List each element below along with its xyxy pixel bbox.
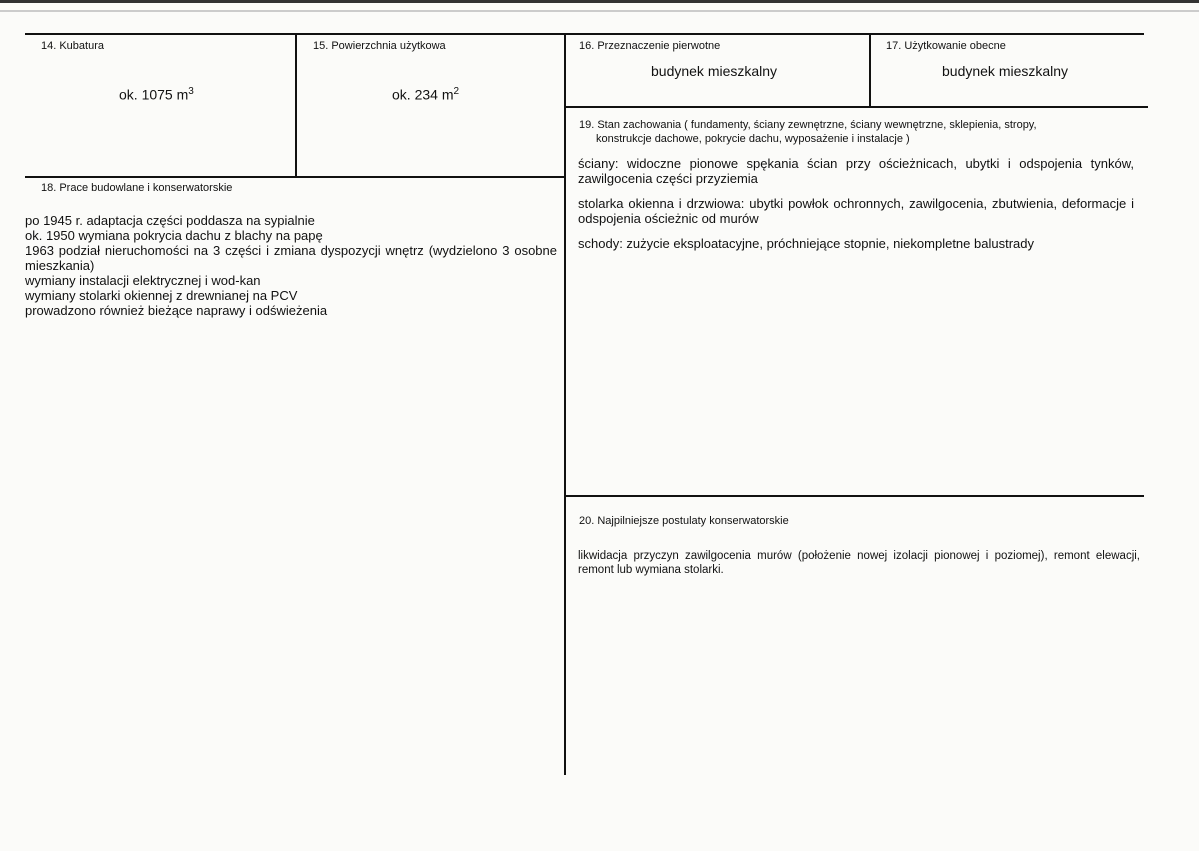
top-border xyxy=(25,33,1144,35)
field-15-label: 15. Powierzchnia użytkowa xyxy=(313,40,446,52)
field-18-line: ok. 1950 wymiana pokrycia dachu z blachy na papę xyxy=(25,228,323,243)
field-19-paragraph: ściany: widoczne pionowe spękania ścian przy ościeżnicach, ubytki i odspojenia tynków, zawilgocenia części przyziemia xyxy=(578,156,1134,186)
center-divider xyxy=(564,33,566,775)
field-14-unit-exp: 3 xyxy=(188,86,194,97)
field-18-line: prowadzono również bieżące naprawy i odświeżenia xyxy=(25,303,328,318)
field-18-line: 1963 podział nieruchomości na 3 części i zmiana dyspozycji wnętrz (wydzielono 3 osobne mieszkania) xyxy=(25,243,557,273)
field-14-value-text: ok. 1075 m xyxy=(119,86,189,103)
field-19-paragraph: schody: zużycie eksploatacyjne, próchniejące stopnie, niekompletne balustrady xyxy=(578,236,1034,251)
field-15-unit-exp: 2 xyxy=(453,86,460,97)
field-18-line: po 1945 r. adaptacja części poddasza na sypialnie xyxy=(25,213,315,228)
field-18-line: wymiany stolarki okiennej z drewnianej na PCV xyxy=(25,288,298,303)
field-19-paragraph: stolarka okienna i drzwiowa: ubytki powłok ochronnych, zawilgocenia, zbutwienia, deformacje i odspojenia ościeżnic od murów xyxy=(578,196,1134,226)
field-19-label-line1: 19. Stan zachowania ( fundamenty, ściany zewnętrzne, ściany wewnętrzne, sklepienia, stropy, xyxy=(579,119,1037,131)
divider-14-15 xyxy=(295,33,297,178)
field-18-label: 18. Prace budowlane i konserwatorskie xyxy=(41,182,233,194)
field-16-label: 16. Przeznaczenie pierwotne xyxy=(579,40,721,52)
divider-16-19 xyxy=(564,106,1148,108)
field-14-value xyxy=(119,86,194,103)
divider-16-17 xyxy=(869,33,871,107)
divider-19-20 xyxy=(564,495,1144,497)
field-17-label: 17. Użytkowanie obecne xyxy=(886,40,1006,52)
field-19-label-line2: konstrukcje dachowe, pokrycie dachu, wyposażenie i instalacje ) xyxy=(596,133,910,145)
field-14-label: 14. Kubatura xyxy=(41,40,104,52)
field-15-value-text: ok. 234 m xyxy=(392,86,454,103)
field-16-value: budynek mieszkalny xyxy=(651,63,778,79)
field-15-value xyxy=(392,86,459,103)
scan-edge xyxy=(0,0,1199,3)
field-20-text: likwidacja przyczyn zawilgocenia murów (położenie nowej izolacji pionowej i poziomej), remont elewacji, remont lub wymiana stolarki. xyxy=(578,550,1140,576)
field-18-line: wymiany instalacji elektrycznej i wod-kan xyxy=(25,273,261,288)
field-17-value: budynek mieszkalny xyxy=(942,63,1069,79)
scan-shadow xyxy=(0,10,1199,12)
field-18-content xyxy=(25,213,557,318)
field-20-label: 20. Najpilniejsze postulaty konserwatorskie xyxy=(579,515,789,527)
